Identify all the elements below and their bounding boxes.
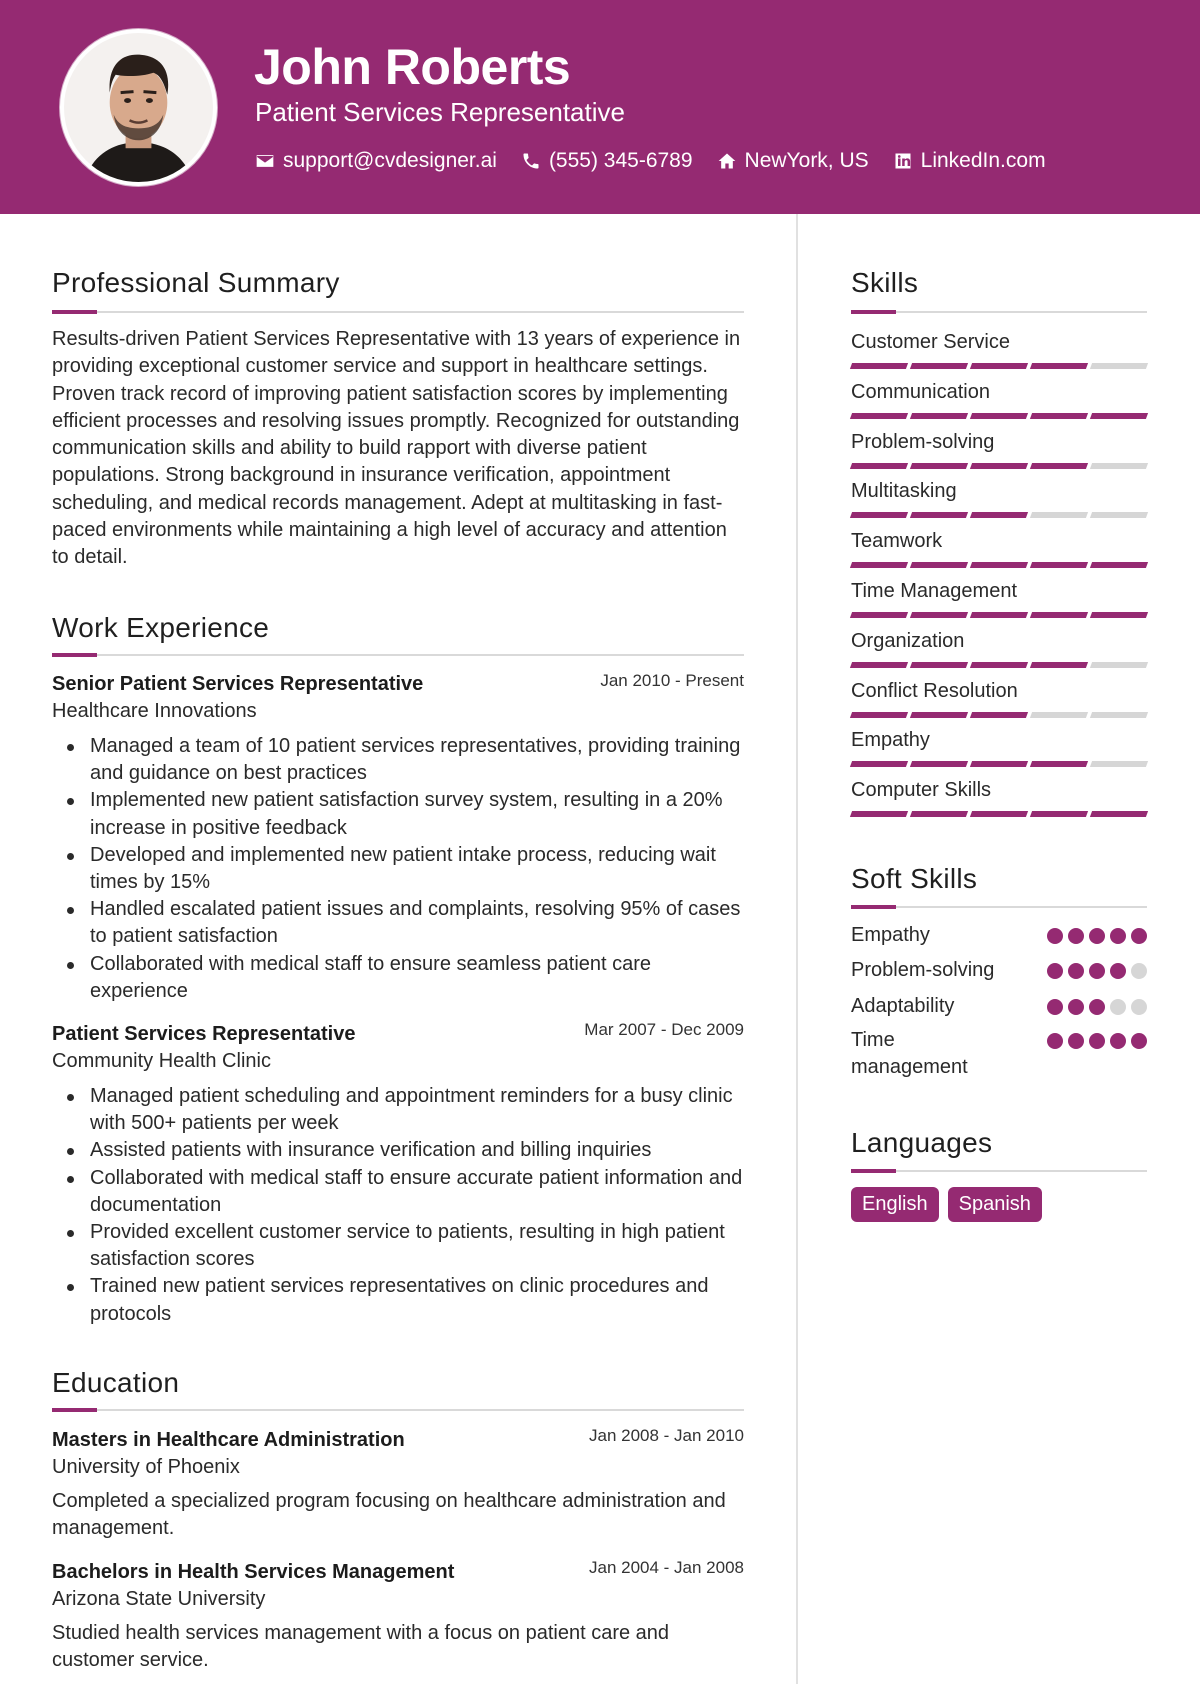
edu-degree: Masters in Healthcare Administration [52, 1429, 405, 1451]
job-company: Community Health Clinic [52, 1050, 271, 1072]
languages-rule [851, 1170, 1147, 1172]
skill-level-segment [1030, 463, 1088, 469]
soft-skill-item [851, 957, 1147, 984]
linkedin-icon [893, 151, 913, 171]
candidate-name: John Roberts [254, 39, 571, 95]
rating-dot [1089, 1033, 1105, 1049]
skill-level-segment [910, 413, 968, 419]
list-item: Assisted patients with insurance verification and billing inquiries [52, 1137, 752, 1164]
skill-level-segment [910, 512, 968, 518]
skill-level-segment [1090, 512, 1148, 518]
skill-level-segment [850, 712, 908, 718]
skill-name: Organization [851, 629, 965, 652]
skill-level-segment [970, 413, 1028, 419]
job-date: Jan 2010 - Present [600, 671, 744, 690]
job-bullets [52, 733, 752, 1005]
candidate-title: Patient Services Representative [255, 97, 625, 127]
skill-name: Problem-solving [851, 430, 995, 453]
language-badge: Spanish [948, 1187, 1042, 1222]
rating-dot [1068, 1033, 1084, 1049]
language-badge: English [851, 1187, 939, 1222]
skill-level-bar [851, 512, 1147, 518]
soft-skill-rating [1047, 928, 1147, 949]
education-rule [52, 1409, 744, 1411]
skill-level-bar [851, 761, 1147, 767]
skill-level-segment [1090, 463, 1148, 469]
soft-skill-name: Problem-solving [851, 959, 995, 981]
column-divider [796, 214, 798, 1684]
list-item: Managed patient scheduling and appointment reminders for a busy clinic with 500+ patients per week [52, 1083, 752, 1137]
skill-level-segment [850, 662, 908, 668]
list-item: Developed and implemented new patient intake process, reducing wait times by 15% [52, 842, 752, 896]
rating-dot [1047, 1033, 1063, 1049]
profile-photo-icon [64, 33, 213, 182]
soft-skills-rule [851, 906, 1147, 908]
skill-item [851, 528, 1147, 568]
experience-rule [52, 654, 744, 656]
skill-name: Multitasking [851, 480, 957, 503]
skills-heading: Skills [851, 267, 919, 298]
skill-item [851, 678, 1147, 718]
phone-text: (555) 345-6789 [548, 149, 693, 172]
list-item: Implemented new patient satisfaction survey system, resulting in a 20% increase in positive feedback [52, 787, 752, 841]
rating-dot [1047, 928, 1063, 944]
avatar [60, 29, 217, 186]
skill-level-segment [1090, 612, 1148, 618]
skill-level-bar [851, 562, 1147, 568]
skill-level-bar [851, 413, 1147, 419]
rating-dot [1110, 1033, 1126, 1049]
rating-dot [1131, 999, 1147, 1015]
location-text: NewYork, US [744, 149, 869, 172]
skill-level-segment [1090, 761, 1148, 767]
skill-level-segment [850, 811, 908, 817]
skill-level-segment [850, 612, 908, 618]
skill-level-segment [850, 562, 908, 568]
skill-level-segment [910, 811, 968, 817]
edu-date: Jan 2008 - Jan 2010 [588, 1426, 744, 1445]
skill-name: Conflict Resolution [851, 679, 1018, 702]
envelope-icon [255, 151, 275, 171]
rating-dot [1068, 999, 1084, 1015]
contact-list [255, 144, 1070, 178]
skill-level-segment [1030, 712, 1088, 718]
skill-item [851, 379, 1147, 419]
skill-item [851, 578, 1147, 618]
skill-level-segment [970, 363, 1028, 369]
skill-level-bar [851, 612, 1147, 618]
soft-skill-item [851, 1027, 1147, 1081]
skill-level-segment [970, 761, 1028, 767]
skill-level-bar [851, 463, 1147, 469]
resume-header [0, 0, 1200, 214]
skill-level-segment [910, 612, 968, 618]
skill-item [851, 478, 1147, 518]
skill-level-segment [1030, 811, 1088, 817]
skill-level-segment [970, 562, 1028, 568]
skills-rule [851, 311, 1147, 313]
phone-icon [521, 151, 541, 171]
list-item: Provided excellent customer service to patients, resulting in high patient satisfaction scores [52, 1219, 752, 1273]
skill-level-segment [1030, 662, 1088, 668]
job-bullets [52, 1083, 752, 1328]
soft-skill-name: Adaptability [851, 995, 955, 1017]
skill-level-segment [1030, 413, 1088, 419]
edu-date: Jan 2004 - Jan 2008 [588, 1558, 744, 1577]
skill-level-segment [910, 363, 968, 369]
email-text: support@cvdesigner.ai [283, 149, 497, 172]
rating-dot [1110, 928, 1126, 944]
skill-item [851, 727, 1147, 767]
skill-level-segment [910, 463, 968, 469]
skill-name: Time Management [851, 580, 1017, 602]
skill-level-segment [1090, 811, 1148, 817]
languages-list [851, 1187, 1042, 1222]
rating-dot [1089, 963, 1105, 979]
rating-dot [1110, 963, 1126, 979]
contact-email[interactable] [255, 149, 497, 173]
job-company: Healthcare Innovations [52, 700, 257, 722]
skill-level-segment [970, 811, 1028, 817]
soft-skill-name: Time management [851, 1029, 968, 1078]
skill-level-segment [1090, 712, 1148, 718]
skill-item [851, 777, 1147, 817]
list-item: Collaborated with medical staff to ensure seamless patient care experience [52, 951, 752, 1005]
edu-degree: Bachelors in Health Services Management [52, 1561, 455, 1583]
summary-rule [52, 311, 744, 313]
list-item: Managed a team of 10 patient services representatives, providing training and guidance on best practices [52, 733, 752, 787]
skill-name: Empathy [851, 729, 930, 752]
job-date: Mar 2007 - Dec 2009 [584, 1020, 744, 1039]
education-heading: Education [52, 1367, 180, 1398]
skill-level-bar [851, 811, 1147, 817]
skill-level-segment [1090, 562, 1148, 568]
skill-level-segment [970, 662, 1028, 668]
soft-skill-rating [1047, 999, 1147, 1020]
rating-dot [1110, 999, 1126, 1015]
rating-dot [1047, 963, 1063, 979]
skill-item [851, 429, 1147, 469]
skill-level-segment [1030, 612, 1088, 618]
skill-level-segment [1090, 662, 1148, 668]
job-title: Patient Services Representative [52, 1023, 356, 1045]
soft-skill-rating [1047, 963, 1147, 984]
skill-level-segment [1030, 363, 1088, 369]
job-title: Senior Patient Services Representative [52, 673, 424, 695]
edu-school: Arizona State University [52, 1588, 266, 1610]
summary-heading: Professional Summary [52, 267, 340, 298]
edu-description: Studied health services management with a focus on patient care and customer service. [52, 1622, 670, 1672]
list-item: Trained new patient services representatives on clinic procedures and protocols [52, 1273, 752, 1327]
skill-item [851, 329, 1147, 369]
skill-level-segment [910, 662, 968, 668]
rating-dot [1068, 928, 1084, 944]
skill-name: Computer Skills [851, 779, 992, 802]
soft-skill-item [851, 922, 1147, 949]
skill-level-segment [970, 512, 1028, 518]
skill-level-bar [851, 662, 1147, 668]
rating-dot [1131, 963, 1147, 979]
rating-dot [1131, 928, 1147, 944]
home-icon [717, 151, 737, 171]
contact-linkedin[interactable] [893, 149, 1046, 173]
skill-level-bar [851, 363, 1147, 369]
linkedin-text: LinkedIn.com [920, 149, 1046, 172]
edu-school: University of Phoenix [52, 1456, 240, 1478]
skill-level-segment [1090, 413, 1148, 419]
skill-name: Customer Service [851, 331, 1010, 353]
contact-phone[interactable] [521, 149, 693, 173]
rating-dot [1047, 999, 1063, 1015]
skill-level-segment [1090, 363, 1148, 369]
skill-level-segment [910, 761, 968, 767]
skill-level-segment [910, 562, 968, 568]
soft-skill-rating [1047, 1033, 1147, 1081]
skill-item [851, 628, 1147, 668]
contact-location [717, 149, 869, 173]
rating-dot [1089, 928, 1105, 944]
list-item: Handled escalated patient issues and complaints, resolving 95% of cases to patient satisfaction [52, 896, 752, 950]
skill-level-segment [1030, 512, 1088, 518]
list-item: Collaborated with medical staff to ensure accurate patient information and documentation [52, 1165, 752, 1219]
skill-level-segment [850, 363, 908, 369]
skill-level-bar [851, 712, 1147, 718]
languages-heading: Languages [851, 1127, 993, 1158]
skill-level-segment [850, 761, 908, 767]
edu-description: Completed a specialized program focusing on healthcare administration and management. [52, 1490, 726, 1540]
rating-dot [1068, 963, 1084, 979]
experience-heading: Work Experience [52, 612, 270, 643]
skill-name: Teamwork [851, 530, 943, 553]
skill-level-segment [970, 712, 1028, 718]
soft-skills-heading: Soft Skills [851, 863, 978, 894]
skill-level-segment [850, 463, 908, 469]
rating-dot [1131, 1033, 1147, 1049]
soft-skill-item [851, 993, 1147, 1020]
skill-level-segment [1030, 761, 1088, 767]
skill-name: Communication [851, 380, 990, 403]
skill-level-segment [970, 463, 1028, 469]
skill-level-segment [910, 712, 968, 718]
soft-skill-name: Empathy [851, 924, 930, 946]
skill-level-segment [850, 512, 908, 518]
rating-dot [1089, 999, 1105, 1015]
skill-level-segment [850, 413, 908, 419]
skill-level-segment [1030, 562, 1088, 568]
summary-text: Results-driven Patient Services Representative with 13 years of experience in providing exceptional customer service and support in healthcare settings. Proven track record of improving patient satisfaction scores by implementing efficient processes and resolving issues promptly. Recognized for outstanding communication skills and ability to build rapport with diverse patient populations. Strong background in insurance verification, appointment scheduling, and medical records management. Adept at multitasking in fast-paced environments while maintaining a high level of accuracy and attention to detail. [52, 328, 741, 569]
skill-level-segment [970, 612, 1028, 618]
